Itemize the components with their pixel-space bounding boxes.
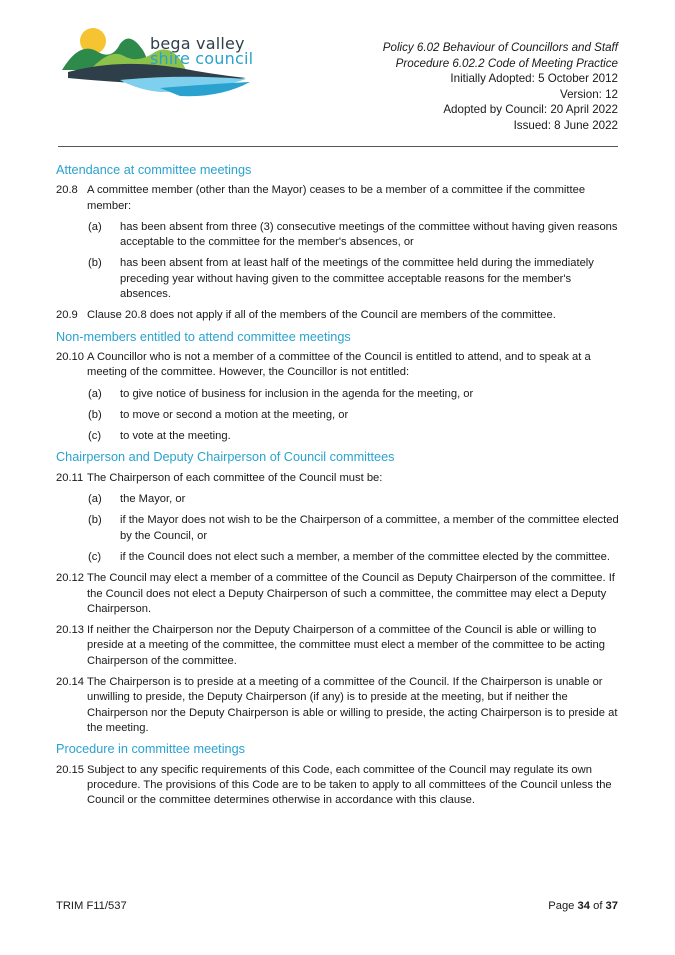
page-number: [548, 900, 618, 912]
sub-clause: [88, 256, 622, 302]
issued-date: Issued: 8 June 2022: [513, 118, 618, 132]
clause-text: The Council may elect a member of a committee of the Council as Deputy Chairperson of the committee. If the Council does not elect a Deputy Chairperson of such a committee, the committee may elect a Deputy Chairperson.: [87, 572, 615, 615]
clause-text: If neither the Chairperson nor the Deputy Chairperson of a committee of the Council is able or willing to preside at a meeting of the committee, the committee must elect a member of the committee to be acting Chairperson of the committee.: [87, 624, 605, 667]
document-meta: [383, 40, 618, 133]
clause-number: 20.15: [56, 763, 84, 776]
sub-clause-text: has been absent from three (3) consecutive meetings of the committee without having given reasons acceptable to the committee for the member's absences, or: [120, 220, 618, 249]
logo-line-1: bega valley: [150, 34, 245, 53]
clause-number: 20.14: [56, 676, 84, 689]
sub-clause-label: (c): [88, 550, 102, 563]
clause-text: The Chairperson of each committee of the Council must be:: [87, 471, 383, 484]
sub-clause: [88, 550, 622, 565]
clause-number: 20.11: [56, 471, 84, 484]
section-heading: Attendance at committee meetings: [56, 163, 252, 177]
clause-20-15: [56, 763, 622, 809]
sub-clause-label: (a): [88, 220, 102, 233]
clause-20-10: [56, 350, 622, 381]
clause-number: 20.10: [56, 350, 84, 363]
clause-number: 20.8: [56, 184, 78, 197]
clause-20-13: [56, 623, 622, 669]
clause-number: 20.9: [56, 309, 78, 322]
sub-clause-label: (a): [88, 493, 102, 506]
clause-20-12: [56, 571, 622, 617]
header-divider: [58, 146, 618, 147]
current-page: 34: [577, 900, 590, 912]
clause-number: 20.12: [56, 572, 84, 585]
clause-20-8: [56, 183, 622, 214]
sub-clause: [88, 429, 622, 444]
sub-clause-text: to give notice of business for inclusion in the agenda for the meeting, or: [120, 387, 474, 400]
clause-text: Subject to any specific requirements of this Code, each committee of the Council may regulate its own procedure. The provisions of this Code are to be taken to apply to all committees of the Council unless the Council or the committee determines otherwise in accordance with this clause.: [87, 763, 612, 807]
sub-clause-text: to vote at the meeting.: [120, 430, 231, 443]
total-pages: 37: [605, 900, 618, 912]
sub-clause-label: (b): [88, 408, 102, 421]
sub-clause-text: has been absent from at least half of the meetings of the committee held during the immediately preceding year without having given to the committee acceptable reasons for the member's absences.: [120, 257, 594, 301]
sub-clause: [88, 387, 622, 402]
logo-line-2: shire council: [150, 49, 254, 68]
sub-clause-text: the Mayor, or: [120, 493, 186, 506]
sub-clause-text: if the Council does not elect such a member, a member of the committee elected by the committee.: [120, 550, 610, 563]
of-word: of: [593, 900, 603, 912]
sub-clause: [88, 492, 622, 507]
sub-clause: [88, 220, 622, 251]
trim-reference: TRIM F11/537: [56, 900, 127, 912]
sub-clause-label: (b): [88, 514, 102, 527]
clause-20-14: [56, 675, 622, 736]
clause-text: A Councillor who is not a member of a committee of the Council is entitled to attend, and to speak at a meeting of the committee. However, the Councillor is not entitled:: [87, 350, 591, 379]
document-body: [56, 161, 622, 814]
clause-20-11: [56, 471, 622, 486]
section-heading: Non-members entitled to attend committee meetings: [56, 329, 351, 344]
version: Version: 12: [559, 87, 618, 101]
clause-text: A committee member (other than the Mayor) ceases to be a member of a committee if the committee member:: [87, 184, 586, 212]
clause-text: The Chairperson is to preside at a meeting of a committee of the Council. If the Chairperson is unable or unwilling to preside, the Deputy Chairperson (if any) is to preside at the meeting, but if neither the Chairperson nor the Deputy Chairperson is able or willing to preside, the acting Chairperson is to preside at the meeting.: [87, 676, 618, 734]
section-heading: Chairperson and Deputy Chairperson of Council committees: [56, 450, 395, 465]
section-heading: Procedure in committee meetings: [56, 742, 245, 757]
sub-clause-label: (c): [88, 430, 102, 443]
policy-title: Policy 6.02 Behaviour of Councillors and Staff: [382, 41, 618, 54]
sub-clause-text: to move or second a motion at the meeting, or: [120, 408, 349, 421]
clause-20-9: [56, 308, 622, 323]
clause-text: Clause 20.8 does not apply if all of the members of the Council are members of the committee.: [87, 309, 556, 322]
procedure-title: Procedure 6.02.2 Code of Meeting Practice: [395, 56, 618, 70]
sub-clause-label: (b): [88, 257, 102, 270]
sub-clause-text: if the Mayor does not wish to be the Chairperson of a committee, a member of the committee elected by the Council, or: [120, 514, 619, 542]
sub-clause-label: (a): [88, 387, 102, 400]
sub-clause: [88, 408, 622, 423]
clause-number: 20.13: [56, 624, 84, 637]
logo-wordmark: [150, 36, 253, 66]
page-word: Page: [548, 900, 575, 912]
adopted-by-council: Adopted by Council: 20 April 2022: [443, 103, 618, 116]
initially-adopted: Initially Adopted: 5 October 2012: [450, 72, 618, 85]
sub-clause: [88, 513, 622, 544]
